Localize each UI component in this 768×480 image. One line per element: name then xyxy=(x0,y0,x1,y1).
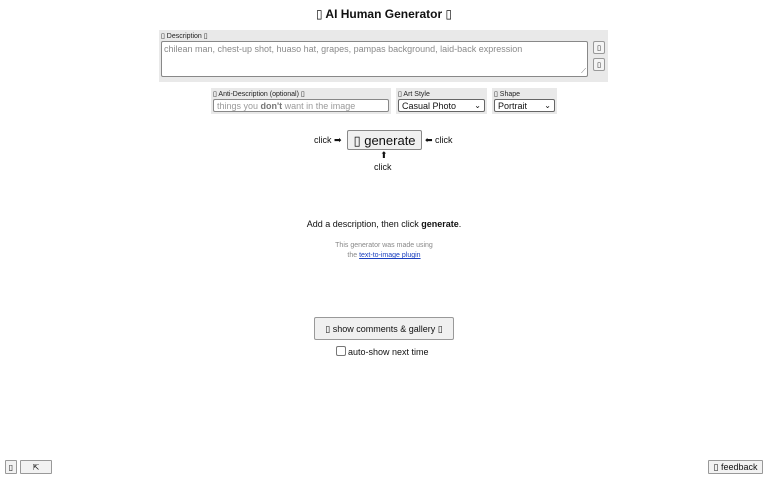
description-side-button-2[interactable]: ▯ xyxy=(593,58,605,71)
shape-panel xyxy=(492,88,557,114)
generate-button[interactable]: ▯ generate xyxy=(347,130,422,150)
made-by-line2-pre: the xyxy=(347,252,360,259)
click-hint-right: ⬅ click xyxy=(425,135,453,145)
description-text: chilean man, chest-up shot, huaso hat, grapes, pampas background, laid-back expression xyxy=(164,44,523,54)
description-panel xyxy=(159,30,608,82)
shape-select[interactable] xyxy=(494,99,555,112)
description-textarea[interactable] xyxy=(161,41,588,77)
art-style-select[interactable] xyxy=(398,99,485,112)
show-comments-gallery-button[interactable]: ▯ show comments & gallery ▯ xyxy=(314,317,454,340)
anti-description-placeholder-bold: don't xyxy=(260,101,283,111)
auto-show-checkbox[interactable] xyxy=(336,346,346,356)
instruction-post: . xyxy=(458,219,462,229)
resize-handle-icon[interactable]: ⟋ xyxy=(581,68,586,75)
description-side-button-1[interactable]: ▯ xyxy=(593,41,605,54)
auto-show-label[interactable]: auto-show next time xyxy=(348,347,429,357)
anti-description-input[interactable] xyxy=(213,99,389,112)
click-hint-below: click xyxy=(374,162,392,172)
anti-description-placeholder-pre: things you xyxy=(217,101,261,111)
chevron-down-icon: ⌄ xyxy=(474,101,481,110)
description-label: ▯ Description ▯ xyxy=(161,33,208,40)
art-style-panel xyxy=(396,88,487,114)
anti-description-label: ▯ Anti-Description (optional) ▯ xyxy=(213,91,305,98)
shape-selected: Portrait xyxy=(498,101,528,111)
art-style-label: ▯ Art Style xyxy=(398,91,430,98)
made-by-line2 xyxy=(0,251,768,261)
collapse-button[interactable]: ⇱ xyxy=(20,460,52,474)
instruction-text xyxy=(0,219,768,229)
feedback-button[interactable]: ▯ feedback xyxy=(708,460,763,474)
auto-show-option xyxy=(336,346,429,357)
footer-icon-button[interactable]: ▯ xyxy=(5,460,17,474)
made-by-note xyxy=(0,241,768,261)
anti-description-placeholder-post: want in the image xyxy=(282,101,356,111)
up-arrow-icon: ⬆ xyxy=(380,150,388,160)
chevron-down-icon: ⌄ xyxy=(544,101,551,110)
shape-label: ▯ Shape xyxy=(494,91,521,98)
text-to-image-plugin-link[interactable]: text-to-image plugin xyxy=(359,252,421,259)
made-by-line1: This generator was made using xyxy=(335,242,433,249)
anti-description-panel xyxy=(211,88,391,114)
instruction-pre: Add a description, then click xyxy=(306,219,422,229)
instruction-bold: generate xyxy=(421,219,459,229)
page-title: ▯ AI Human Generator ▯ xyxy=(315,7,453,21)
click-hint-left: click ➡ xyxy=(314,135,342,145)
art-style-selected: Casual Photo xyxy=(402,101,457,111)
